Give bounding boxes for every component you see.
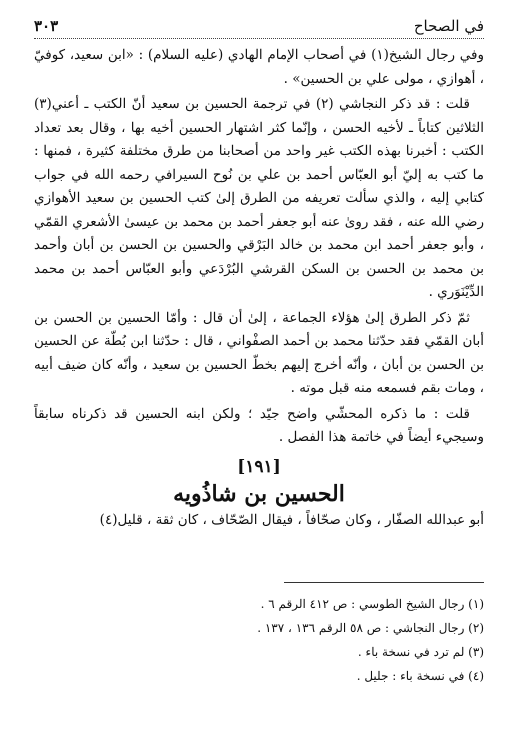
- footnotes: [34, 592, 484, 688]
- paragraph-4: قلت : ما ذكره المحشّي واضح جيّد ؛ ولكن ابنه الحسين قد ذكرناه سابقاً وسيجيء أيضاً في خاتمة هذا الفصل .: [34, 405, 484, 445]
- main-text: [34, 44, 484, 534]
- entry-text: أبو عبدالله الصفّار ، وكان صحّافاً ، فيقال الصّحّاف ، كان ثقة ، قليل(٤): [99, 511, 484, 528]
- entry-number: [١٩١]: [237, 456, 281, 477]
- footnote-1: (١) رجال الشيخ الطوسي : ص ٤١٢ الرقم ٦ .: [260, 597, 484, 611]
- footnote-2: (٢) رجال النجاشي : ص ٥٨ الرقم ١٣٦ ، ١٣٧ .: [257, 621, 484, 635]
- running-header: [34, 14, 484, 39]
- footnote-3: (٣) لم ترد في نسخة باء .: [357, 645, 484, 659]
- paragraph-1: وفي رجال الشيخ(١) في أصحاب الإمام الهادي (عليه السلام) : «ابن سعيد، كوفيّ ، أهوازي ، مولى علي بن الحسين» .: [34, 47, 484, 87]
- footnote-4: (٤) في نسخة باء : جليل .: [356, 669, 484, 683]
- footnote-divider: [284, 582, 484, 583]
- paragraph-3: ثمّ ذكر الطرق إلىٰ هؤلاء الجماعة ، إلىٰ أن قال : وأمّا الحسين بن الحسن بن أبان القمّي فقد حدّثنا محمد بن أحمد الصفْواني ، قال : حدّثنا ابن بُطّة عن الحسين بن الحسن بن أبان ، وأنّه أخرج إليهم بخطّ الحسين بن سعيد ، وأنّه كان ضيف أبيه ، ومات بقم فسمعه منه قبل موته .: [34, 309, 484, 396]
- running-title: في الصحاح: [413, 17, 484, 35]
- entry-title: الحسين بن شاذُويه: [173, 481, 345, 507]
- page-number: ٣٠٣: [34, 17, 59, 35]
- paragraph-2: قلت : قد ذكر النجاشي (٢) في ترجمة الحسين بن سعيد أنّ الكتب ـ أعني(٣) الثلاثين كتاباً ـ لأخيه الحسن ، وإنّما كثر اشتهار الحسين أخيه بها ، وقال بعد تعداد الكتب : أخبرنا بهذه الكتب غير واحد من أصحابنا من طرق مختلفة كثيرة ، فمنها : ما كتب به إليّ أبو العبّاس أحمد بن علي بن نُوح السيرافي رحمه الله في جواب كتابي إليه ، والذي سألت تعريفه من الطرق إلىٰ كتب الحسين بن سعيد الأهوازي رضي الله عنه ، فقد رویٰ عنه أبو جعفر أحمد بن محمد بن عيسىٰ الأشعري القمّي ، وأبو جعفر أحمد ابن محمد بن خالد البَرْقي والحسين بن الحسن بن أبان وأحمد بن محمد بن الحسن بن السكن القرشي البُرْدَعي وأبو العبّاس أحمد بن محمد الدِّيْنَوَري .: [34, 96, 484, 300]
